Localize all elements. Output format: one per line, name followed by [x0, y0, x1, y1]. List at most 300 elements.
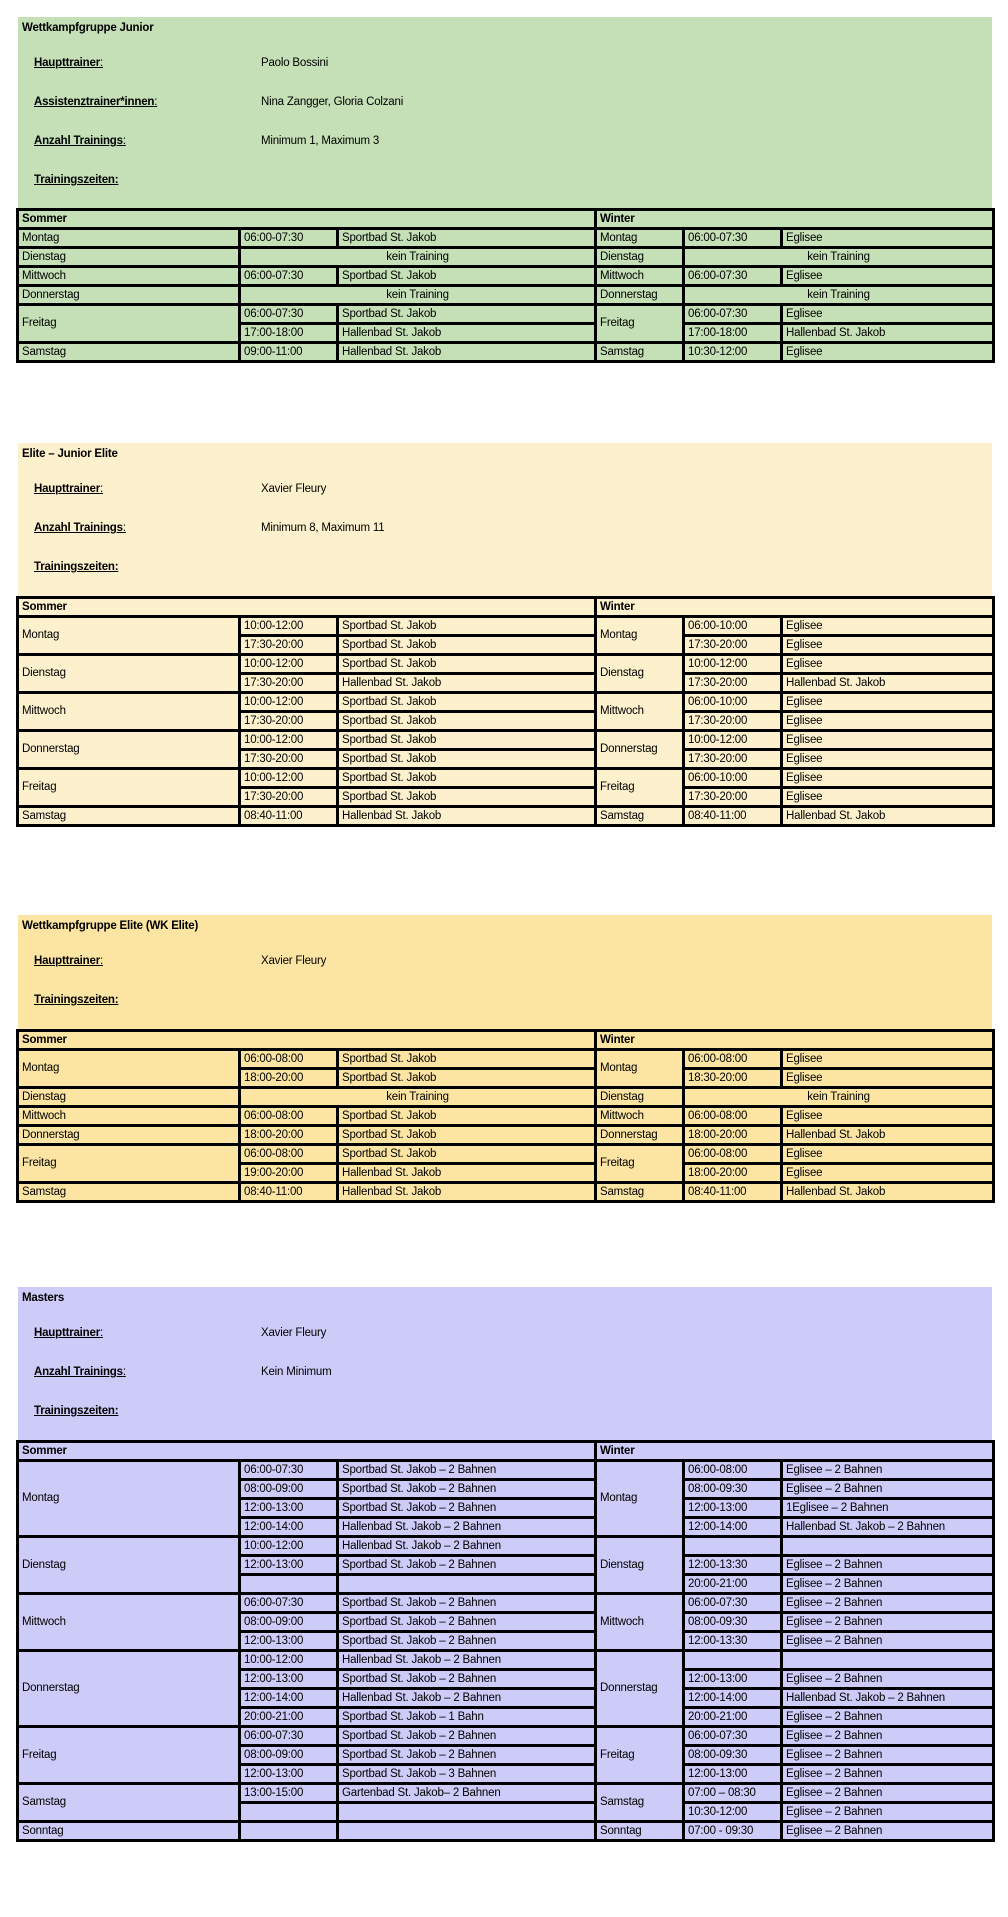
day-cell: Montag — [596, 1050, 684, 1088]
time-cell: 17:30-20:00 — [684, 674, 782, 693]
group-title: Masters — [22, 1292, 65, 1304]
time-cell: 10:00-12:00 — [240, 1537, 338, 1556]
time-cell: 06:00-07:30 — [240, 305, 338, 324]
day-cell: Dienstag — [596, 1088, 684, 1107]
location-cell: Hallenbad St. Jakob – 2 Bahnen — [782, 1518, 994, 1537]
time-cell: 06:00-07:30 — [684, 1727, 782, 1746]
header-summer: Sommer — [18, 1442, 596, 1461]
location-cell: Eglisee — [782, 655, 994, 674]
location-cell: Hallenbad St. Jakob — [338, 807, 596, 826]
day-cell: Samstag — [18, 807, 240, 826]
location-cell: Hallenbad St. Jakob – 2 Bahnen — [338, 1689, 596, 1708]
table-row — [18, 1088, 994, 1107]
time-cell: 06:00-07:30 — [684, 305, 782, 324]
time-cell: 06:00-10:00 — [684, 617, 782, 636]
time-cell: 17:30-20:00 — [240, 674, 338, 693]
location-cell: Eglisee – 2 Bahnen — [782, 1461, 994, 1480]
location-cell: Sportbad St. Jakob — [338, 1107, 596, 1126]
label-haupttrainer: Haupttrainer: — [34, 955, 103, 967]
schedule-table — [16, 1029, 995, 1203]
time-cell: 06:00-07:30 — [240, 229, 338, 248]
location-cell: Hallenbad St. Jakob — [782, 1126, 994, 1145]
location-cell: Sportbad St. Jakob – 2 Bahnen — [338, 1499, 596, 1518]
time-cell: 10:00-12:00 — [240, 769, 338, 788]
time-cell: 19:00-20:00 — [240, 1164, 338, 1183]
table-row — [18, 1183, 994, 1202]
time-cell: 17:30-20:00 — [684, 636, 782, 655]
location-cell: Hallenbad St. Jakob — [338, 1164, 596, 1183]
location-cell: Sportbad St. Jakob — [338, 229, 596, 248]
location-cell: Sportbad St. Jakob — [338, 617, 596, 636]
info-box — [18, 1287, 992, 1441]
time-cell: 06:00-07:30 — [684, 1594, 782, 1613]
day-cell: Mittwoch — [18, 1594, 240, 1651]
location-cell: Eglisee — [782, 712, 994, 731]
location-cell: Sportbad St. Jakob – 2 Bahnen — [338, 1670, 596, 1689]
time-cell: 08:00-09:30 — [684, 1613, 782, 1632]
day-cell: Freitag — [596, 769, 684, 807]
section-masters — [18, 1287, 992, 1837]
location-cell: Hallenbad St. Jakob — [338, 674, 596, 693]
day-cell: Freitag — [18, 1727, 240, 1784]
location-cell: Eglisee — [782, 731, 994, 750]
time-cell: 06:00-07:30 — [240, 267, 338, 286]
location-cell: Hallenbad St. Jakob — [782, 1183, 994, 1202]
time-cell: 08:00-09:30 — [684, 1746, 782, 1765]
time-cell: 17:30-20:00 — [240, 636, 338, 655]
time-cell: 10:00-12:00 — [240, 731, 338, 750]
location-cell: Hallenbad St. Jakob – 2 Bahnen — [338, 1537, 596, 1556]
table-row — [18, 769, 994, 788]
header-winter: Winter — [596, 598, 994, 617]
info-box — [18, 17, 992, 209]
time-cell: 12:00-13:00 — [240, 1670, 338, 1689]
label-trainingszeiten: Trainingszeiten: — [34, 994, 119, 1006]
location-cell: Sportbad St. Jakob – 2 Bahnen — [338, 1746, 596, 1765]
location-cell: Sportbad St. Jakob — [338, 305, 596, 324]
location-cell: Gartenbad St. Jakob– 2 Bahnen — [338, 1784, 596, 1803]
location-cell: Sportbad St. Jakob — [338, 693, 596, 712]
location-cell: Sportbad St. Jakob – 2 Bahnen — [338, 1556, 596, 1575]
table-row — [18, 693, 994, 712]
location-cell: Sportbad St. Jakob — [338, 1145, 596, 1164]
location-cell: Eglisee — [782, 267, 994, 286]
location-cell: 1Eglisee – 2 Bahnen — [782, 1499, 994, 1518]
time-cell: 12:00-14:00 — [684, 1518, 782, 1537]
location-cell: Hallenbad St. Jakob – 2 Bahnen — [782, 1689, 994, 1708]
day-cell: Freitag — [596, 1145, 684, 1183]
section-elite — [18, 443, 992, 822]
location-cell: Sportbad St. Jakob – 3 Bahnen — [338, 1765, 596, 1784]
day-cell: Donnerstag — [596, 286, 684, 305]
location-cell: Eglisee – 2 Bahnen — [782, 1746, 994, 1765]
day-cell: Samstag — [596, 807, 684, 826]
location-cell: Hallenbad St. Jakob — [782, 674, 994, 693]
time-cell: 06:00-07:30 — [684, 229, 782, 248]
time-cell: 06:00-08:00 — [684, 1461, 782, 1480]
group-title: Wettkampfgruppe Junior — [22, 22, 154, 34]
table-header-row — [18, 1442, 994, 1461]
time-cell: 08:00-09:00 — [240, 1613, 338, 1632]
value-anzahl: Kein Minimum — [261, 1366, 332, 1378]
time-cell: 08:40-11:00 — [684, 1183, 782, 1202]
time-cell: 17:30-20:00 — [684, 750, 782, 769]
time-cell: 08:40-11:00 — [684, 807, 782, 826]
time-cell: 08:00-09:00 — [240, 1480, 338, 1499]
day-cell: Montag — [596, 229, 684, 248]
day-cell: Freitag — [596, 305, 684, 343]
location-cell: Sportbad St. Jakob – 1 Bahn — [338, 1708, 596, 1727]
time-cell — [684, 1651, 782, 1670]
time-cell: 20:00-21:00 — [240, 1708, 338, 1727]
day-cell: Freitag — [596, 1727, 684, 1784]
table-row — [18, 807, 994, 826]
time-cell: 12:00-13:00 — [240, 1556, 338, 1575]
label-trainingszeiten: Trainingszeiten: — [34, 1405, 119, 1417]
no-training-cell: kein Training — [684, 248, 994, 267]
table-row — [18, 286, 994, 305]
time-cell: 10:00-12:00 — [684, 731, 782, 750]
time-cell: 18:00-20:00 — [684, 1126, 782, 1145]
day-cell: Donnerstag — [596, 1651, 684, 1727]
time-cell: 06:00-08:00 — [240, 1107, 338, 1126]
location-cell — [338, 1822, 596, 1841]
schedule-table — [16, 208, 995, 363]
info-box — [18, 443, 992, 597]
day-cell: Mittwoch — [18, 693, 240, 731]
group-title: Elite – Junior Elite — [22, 448, 118, 460]
value-haupttrainer: Paolo Bossini — [261, 57, 329, 69]
no-training-cell: kein Training — [240, 1088, 596, 1107]
schedule-table — [16, 1440, 995, 1842]
location-cell: Sportbad St. Jakob — [338, 788, 596, 807]
day-cell: Sonntag — [18, 1822, 240, 1841]
day-cell: Mittwoch — [596, 267, 684, 286]
table-row — [18, 617, 994, 636]
time-cell: 12:00-13:30 — [684, 1556, 782, 1575]
header-winter: Winter — [596, 1031, 994, 1050]
day-cell: Samstag — [596, 1784, 684, 1822]
time-cell: 06:00-08:00 — [240, 1145, 338, 1164]
no-training-cell: kein Training — [684, 1088, 994, 1107]
table-row — [18, 343, 994, 362]
time-cell: 20:00-21:00 — [684, 1708, 782, 1727]
table-row — [18, 1822, 994, 1841]
label-assistenz: Assistenztrainer*innen: — [34, 96, 158, 108]
table-row — [18, 1145, 994, 1164]
location-cell: Eglisee — [782, 636, 994, 655]
day-cell: Montag — [18, 1050, 240, 1088]
table-row — [18, 229, 994, 248]
table-header-row — [18, 1031, 994, 1050]
day-cell: Dienstag — [596, 1537, 684, 1594]
day-cell: Samstag — [18, 1784, 240, 1822]
day-cell: Montag — [596, 617, 684, 655]
time-cell: 10:30-12:00 — [684, 1803, 782, 1822]
day-cell: Montag — [18, 229, 240, 248]
day-cell: Samstag — [596, 1183, 684, 1202]
location-cell: Eglisee – 2 Bahnen — [782, 1670, 994, 1689]
day-cell: Freitag — [18, 1145, 240, 1183]
time-cell: 12:00-13:00 — [684, 1670, 782, 1689]
table-row — [18, 1050, 994, 1069]
location-cell: Eglisee – 2 Bahnen — [782, 1632, 994, 1651]
table-row — [18, 1594, 994, 1613]
table-row — [18, 1651, 994, 1670]
label-haupttrainer: Haupttrainer: — [34, 1327, 103, 1339]
table-row — [18, 248, 994, 267]
location-cell: Eglisee — [782, 1050, 994, 1069]
location-cell: Eglisee — [782, 343, 994, 362]
schedule-table — [16, 596, 995, 827]
day-cell: Mittwoch — [596, 693, 684, 731]
table-row — [18, 1537, 994, 1556]
day-cell: Mittwoch — [596, 1107, 684, 1126]
table-row — [18, 1784, 994, 1803]
day-cell: Montag — [18, 1461, 240, 1537]
time-cell: 08:00-09:00 — [240, 1746, 338, 1765]
location-cell: Sportbad St. Jakob – 2 Bahnen — [338, 1613, 596, 1632]
info-box — [18, 915, 992, 1030]
time-cell: 17:00-18:00 — [684, 324, 782, 343]
day-cell: Mittwoch — [18, 1107, 240, 1126]
location-cell: Sportbad St. Jakob — [338, 636, 596, 655]
time-cell: 10:00-12:00 — [240, 1651, 338, 1670]
location-cell: Eglisee – 2 Bahnen — [782, 1594, 994, 1613]
time-cell: 18:00-20:00 — [684, 1164, 782, 1183]
day-cell: Sonntag — [596, 1822, 684, 1841]
location-cell — [338, 1575, 596, 1594]
value-assistenz: Nina Zangger, Gloria Colzani — [261, 96, 404, 108]
location-cell — [338, 1803, 596, 1822]
location-cell: Eglisee — [782, 769, 994, 788]
location-cell: Sportbad St. Jakob – 2 Bahnen — [338, 1727, 596, 1746]
location-cell: Eglisee — [782, 1164, 994, 1183]
location-cell: Eglisee – 2 Bahnen — [782, 1727, 994, 1746]
time-cell: 10:00-12:00 — [684, 655, 782, 674]
time-cell: 09:00-11:00 — [240, 343, 338, 362]
location-cell: Sportbad St. Jakob — [338, 769, 596, 788]
location-cell: Eglisee — [782, 1107, 994, 1126]
time-cell: 17:30-20:00 — [684, 712, 782, 731]
table-row — [18, 655, 994, 674]
table-row — [18, 1107, 994, 1126]
location-cell: Eglisee — [782, 750, 994, 769]
time-cell: 20:00-21:00 — [684, 1575, 782, 1594]
time-cell: 08:00-09:30 — [684, 1480, 782, 1499]
day-cell: Donnerstag — [596, 1126, 684, 1145]
value-anzahl: Minimum 8, Maximum 11 — [261, 522, 385, 534]
time-cell: 06:00-08:00 — [684, 1145, 782, 1164]
section-junior — [18, 17, 992, 358]
location-cell: Eglisee – 2 Bahnen — [782, 1822, 994, 1841]
label-trainingszeiten: Trainingszeiten: — [34, 561, 119, 573]
table-row — [18, 1461, 994, 1480]
day-cell: Montag — [596, 1461, 684, 1537]
no-training-cell: kein Training — [240, 248, 596, 267]
location-cell: Hallenbad St. Jakob — [338, 343, 596, 362]
day-cell: Dienstag — [596, 248, 684, 267]
time-cell: 17:30-20:00 — [240, 712, 338, 731]
location-cell: Hallenbad St. Jakob – 2 Bahnen — [338, 1518, 596, 1537]
location-cell: Eglisee – 2 Bahnen — [782, 1708, 994, 1727]
location-cell: Sportbad St. Jakob – 2 Bahnen — [338, 1461, 596, 1480]
label-anzahl: Anzahl Trainings: — [34, 135, 126, 147]
day-cell: Donnerstag — [18, 286, 240, 305]
table-row — [18, 305, 994, 324]
label-haupttrainer: Haupttrainer: — [34, 57, 103, 69]
time-cell: 06:00-08:00 — [684, 1050, 782, 1069]
location-cell: Eglisee – 2 Bahnen — [782, 1784, 994, 1803]
location-cell: Sportbad St. Jakob – 2 Bahnen — [338, 1594, 596, 1613]
day-cell: Dienstag — [18, 248, 240, 267]
location-cell: Eglisee – 2 Bahnen — [782, 1480, 994, 1499]
location-cell: Eglisee — [782, 229, 994, 248]
location-cell: Eglisee — [782, 617, 994, 636]
header-winter: Winter — [596, 1442, 994, 1461]
location-cell: Sportbad St. Jakob — [338, 1126, 596, 1145]
time-cell: 12:00-13:00 — [240, 1499, 338, 1518]
table-row — [18, 731, 994, 750]
location-cell: Eglisee – 2 Bahnen — [782, 1575, 994, 1594]
location-cell: Sportbad St. Jakob — [338, 1050, 596, 1069]
time-cell: 10:00-12:00 — [240, 617, 338, 636]
time-cell: 06:00-07:30 — [240, 1594, 338, 1613]
day-cell: Montag — [18, 617, 240, 655]
location-cell: Hallenbad St. Jakob — [338, 324, 596, 343]
day-cell: Donnerstag — [18, 1651, 240, 1727]
location-cell: Eglisee — [782, 1145, 994, 1164]
time-cell: 10:00-12:00 — [240, 655, 338, 674]
time-cell: 07:00 - 09:30 — [684, 1822, 782, 1841]
table-row — [18, 1727, 994, 1746]
header-summer: Sommer — [18, 1031, 596, 1050]
day-cell: Mittwoch — [18, 267, 240, 286]
location-cell: Eglisee – 2 Bahnen — [782, 1556, 994, 1575]
day-cell: Samstag — [18, 343, 240, 362]
time-cell: 12:00-13:00 — [240, 1765, 338, 1784]
location-cell: Eglisee — [782, 1069, 994, 1088]
time-cell: 08:40-11:00 — [240, 1183, 338, 1202]
section-wk-elite — [18, 915, 992, 1198]
day-cell: Dienstag — [18, 655, 240, 693]
location-cell: Sportbad St. Jakob — [338, 1069, 596, 1088]
label-anzahl: Anzahl Trainings: — [34, 522, 126, 534]
day-cell: Donnerstag — [18, 1126, 240, 1145]
group-title: Wettkampfgruppe Elite (WK Elite) — [22, 920, 199, 932]
time-cell — [240, 1575, 338, 1594]
day-cell: Donnerstag — [18, 731, 240, 769]
header-summer: Sommer — [18, 598, 596, 617]
time-cell: 12:00-13:00 — [240, 1632, 338, 1651]
table-row — [18, 267, 994, 286]
header-winter: Winter — [596, 210, 994, 229]
time-cell: 18:30-20:00 — [684, 1069, 782, 1088]
time-cell: 06:00-07:30 — [684, 267, 782, 286]
time-cell: 10:30-12:00 — [684, 343, 782, 362]
location-cell: Hallenbad St. Jakob — [338, 1183, 596, 1202]
label-anzahl: Anzahl Trainings: — [34, 1366, 126, 1378]
location-cell: Sportbad St. Jakob — [338, 655, 596, 674]
value-anzahl: Minimum 1, Maximum 3 — [261, 135, 380, 147]
time-cell: 18:00-20:00 — [240, 1126, 338, 1145]
location-cell: Eglisee – 2 Bahnen — [782, 1765, 994, 1784]
day-cell: Freitag — [18, 305, 240, 343]
time-cell — [684, 1537, 782, 1556]
location-cell: Eglisee — [782, 788, 994, 807]
location-cell — [782, 1537, 994, 1556]
location-cell: Hallenbad St. Jakob — [782, 807, 994, 826]
location-cell: Sportbad St. Jakob — [338, 712, 596, 731]
time-cell: 17:30-20:00 — [240, 788, 338, 807]
value-haupttrainer: Xavier Fleury — [261, 955, 327, 967]
location-cell: Eglisee – 2 Bahnen — [782, 1803, 994, 1822]
time-cell: 12:00-13:00 — [684, 1765, 782, 1784]
time-cell — [240, 1822, 338, 1841]
location-cell: Sportbad St. Jakob — [338, 731, 596, 750]
day-cell: Dienstag — [596, 655, 684, 693]
time-cell — [240, 1803, 338, 1822]
table-row — [18, 1126, 994, 1145]
header-summer: Sommer — [18, 210, 596, 229]
time-cell: 06:00-07:30 — [240, 1727, 338, 1746]
day-cell: Donnerstag — [596, 731, 684, 769]
time-cell: 12:00-14:00 — [684, 1689, 782, 1708]
value-haupttrainer: Xavier Fleury — [261, 483, 327, 495]
time-cell: 17:30-20:00 — [684, 788, 782, 807]
time-cell: 18:00-20:00 — [240, 1069, 338, 1088]
location-cell: Sportbad St. Jakob — [338, 267, 596, 286]
no-training-cell: kein Training — [684, 286, 994, 305]
time-cell: 07:00 – 08:30 — [684, 1784, 782, 1803]
time-cell: 06:00-08:00 — [684, 1107, 782, 1126]
time-cell: 12:00-13:00 — [684, 1499, 782, 1518]
location-cell: Sportbad St. Jakob — [338, 750, 596, 769]
time-cell: 12:00-13:30 — [684, 1632, 782, 1651]
day-cell: Freitag — [18, 769, 240, 807]
day-cell: Dienstag — [18, 1088, 240, 1107]
location-cell: Sportbad St. Jakob – 2 Bahnen — [338, 1632, 596, 1651]
time-cell: 17:00-18:00 — [240, 324, 338, 343]
location-cell — [782, 1651, 994, 1670]
time-cell: 06:00-07:30 — [240, 1461, 338, 1480]
label-haupttrainer: Haupttrainer: — [34, 483, 103, 495]
time-cell: 10:00-12:00 — [240, 693, 338, 712]
location-cell: Hallenbad St. Jakob – 2 Bahnen — [338, 1651, 596, 1670]
time-cell: 06:00-10:00 — [684, 769, 782, 788]
time-cell: 06:00-10:00 — [684, 693, 782, 712]
time-cell: 17:30-20:00 — [240, 750, 338, 769]
location-cell: Eglisee — [782, 305, 994, 324]
location-cell: Sportbad St. Jakob – 2 Bahnen — [338, 1480, 596, 1499]
no-training-cell: kein Training — [240, 286, 596, 305]
location-cell: Eglisee – 2 Bahnen — [782, 1613, 994, 1632]
time-cell: 13:00-15:00 — [240, 1784, 338, 1803]
location-cell: Eglisee — [782, 693, 994, 712]
day-cell: Samstag — [596, 343, 684, 362]
table-header-row — [18, 598, 994, 617]
day-cell: Samstag — [18, 1183, 240, 1202]
time-cell: 08:40-11:00 — [240, 807, 338, 826]
time-cell: 12:00-14:00 — [240, 1689, 338, 1708]
table-header-row — [18, 210, 994, 229]
day-cell: Dienstag — [18, 1537, 240, 1594]
location-cell: Hallenbad St. Jakob — [782, 324, 994, 343]
label-trainingszeiten: Trainingszeiten: — [34, 174, 119, 186]
day-cell: Mittwoch — [596, 1594, 684, 1651]
value-haupttrainer: Xavier Fleury — [261, 1327, 327, 1339]
time-cell: 06:00-08:00 — [240, 1050, 338, 1069]
